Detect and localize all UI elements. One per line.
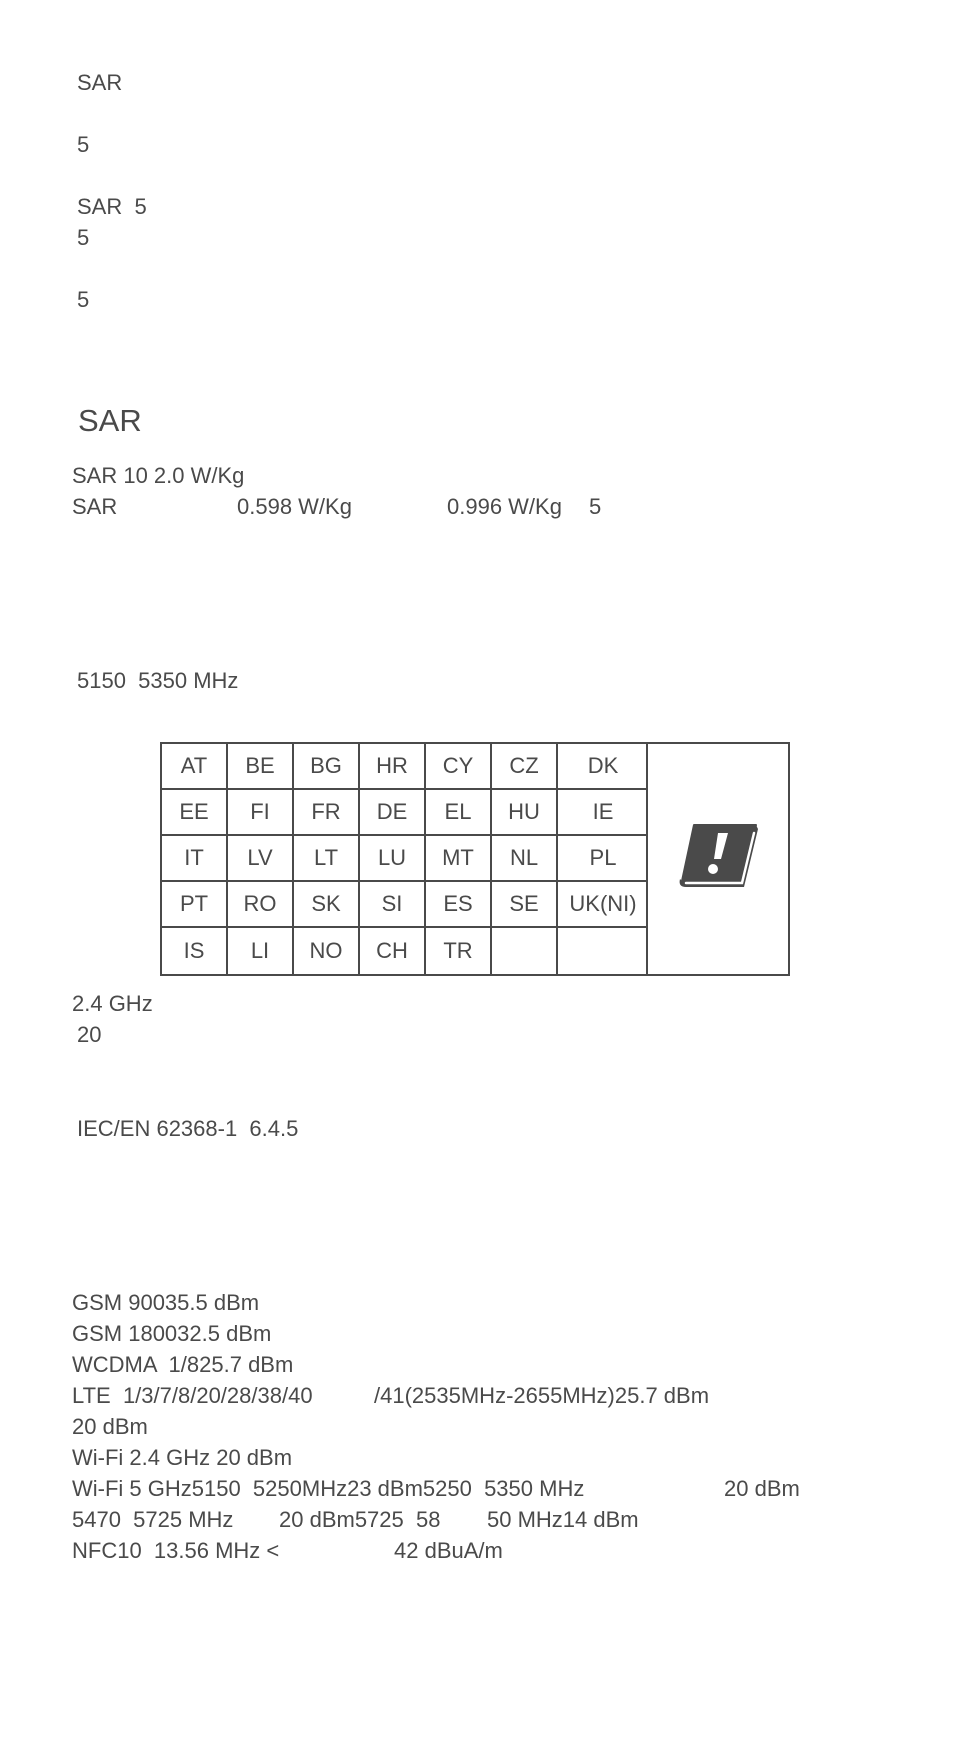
- power-line-wifi5-b3: 5470 5725 MHz: [72, 1507, 234, 1532]
- country-cell: SK: [294, 882, 360, 928]
- power-line-nfc: NFC10 13.56 MHz <: [72, 1538, 280, 1563]
- country-cell: DE: [360, 790, 426, 836]
- country-cell: AT: [162, 744, 228, 790]
- sar-value-head: 0.598 W/Kg: [237, 494, 352, 519]
- country-cell: CH: [360, 928, 426, 974]
- country-cell: LU: [360, 836, 426, 882]
- country-cell: HR: [360, 744, 426, 790]
- country-cell: DK: [558, 744, 648, 790]
- country-cell: TR: [426, 928, 492, 974]
- power-line-wifi24: Wi-Fi 2.4 GHz 20 dBm: [72, 1445, 293, 1470]
- country-cell: CZ: [492, 744, 558, 790]
- sar-limit-line: SAR 10 2.0 W/Kg: [72, 463, 245, 488]
- country-cell: FI: [228, 790, 294, 836]
- sar-heading: SAR: [78, 403, 142, 438]
- power-line-lte-tdd: 20 dBm: [72, 1414, 148, 1439]
- wifi-range-text: 20: [77, 1022, 102, 1047]
- power-line-gsm900: GSM 90035.5 dBm: [72, 1290, 260, 1315]
- sar-distance: 5: [589, 494, 602, 519]
- power-line-wcdma: WCDMA 1/825.7 dBm: [72, 1352, 294, 1377]
- country-cell: BE: [228, 744, 294, 790]
- country-cell: ES: [426, 882, 492, 928]
- country-cell: HU: [492, 790, 558, 836]
- text-sar-5: SAR 5: [77, 194, 147, 219]
- country-cell: PL: [558, 836, 648, 882]
- power-line-wifi5-b2: 20 dBm: [724, 1476, 800, 1501]
- country-cell-empty: [492, 928, 558, 974]
- sar-value-label: SAR: [72, 494, 118, 519]
- country-cell: RO: [228, 882, 294, 928]
- text-line-5: 5: [77, 132, 90, 157]
- country-cell-empty: [558, 928, 648, 974]
- country-cell: CY: [426, 744, 492, 790]
- country-cell: IT: [162, 836, 228, 882]
- freq-range-text: 5150 5350 MHz: [77, 668, 239, 693]
- country-cell: FR: [294, 790, 360, 836]
- text-line-5b: 5: [77, 225, 90, 250]
- country-cell: EE: [162, 790, 228, 836]
- manual-warning-icon: [676, 819, 760, 899]
- text-sar-label: SAR: [77, 70, 123, 95]
- country-cell: LI: [228, 928, 294, 974]
- power-line-wifi5-b4: 20 dBm5725 58: [279, 1507, 441, 1532]
- sar-value-body: 0.996 W/Kg: [447, 494, 562, 519]
- power-line-lte-b41: /41(2535MHz-2655MHz)25.7 dBm: [374, 1383, 710, 1408]
- country-cell: PT: [162, 882, 228, 928]
- country-cell: NO: [294, 928, 360, 974]
- country-restriction-table: [160, 742, 790, 976]
- country-cell: SI: [360, 882, 426, 928]
- country-cell: IS: [162, 928, 228, 974]
- text-line-5c: 5: [77, 287, 90, 312]
- country-cell: EL: [426, 790, 492, 836]
- power-line-lte: LTE 1/3/7/8/20/28/38/40: [72, 1383, 313, 1408]
- country-cell: LT: [294, 836, 360, 882]
- country-cell: MT: [426, 836, 492, 882]
- standard-text: IEC/EN 62368-1 6.4.5: [77, 1116, 299, 1141]
- power-line-gsm1800: GSM 180032.5 dBm: [72, 1321, 272, 1346]
- country-cell: BG: [294, 744, 360, 790]
- power-line-wifi5-b4b: 50 MHz14 dBm: [487, 1507, 639, 1532]
- country-cell: LV: [228, 836, 294, 882]
- wifi-band-text: 2.4 GHz: [72, 991, 153, 1016]
- country-cell: NL: [492, 836, 558, 882]
- power-line-nfc-field: 42 dBuA/m: [394, 1538, 503, 1563]
- power-line-wifi5: Wi-Fi 5 GHz5150 5250MHz23 dBm5250 5350 MHz: [72, 1476, 585, 1501]
- country-cell: SE: [492, 882, 558, 928]
- country-grid: [162, 744, 648, 974]
- country-cell: IE: [558, 790, 648, 836]
- country-cell: UK(NI): [558, 882, 648, 928]
- manual-icon-box: [648, 744, 788, 974]
